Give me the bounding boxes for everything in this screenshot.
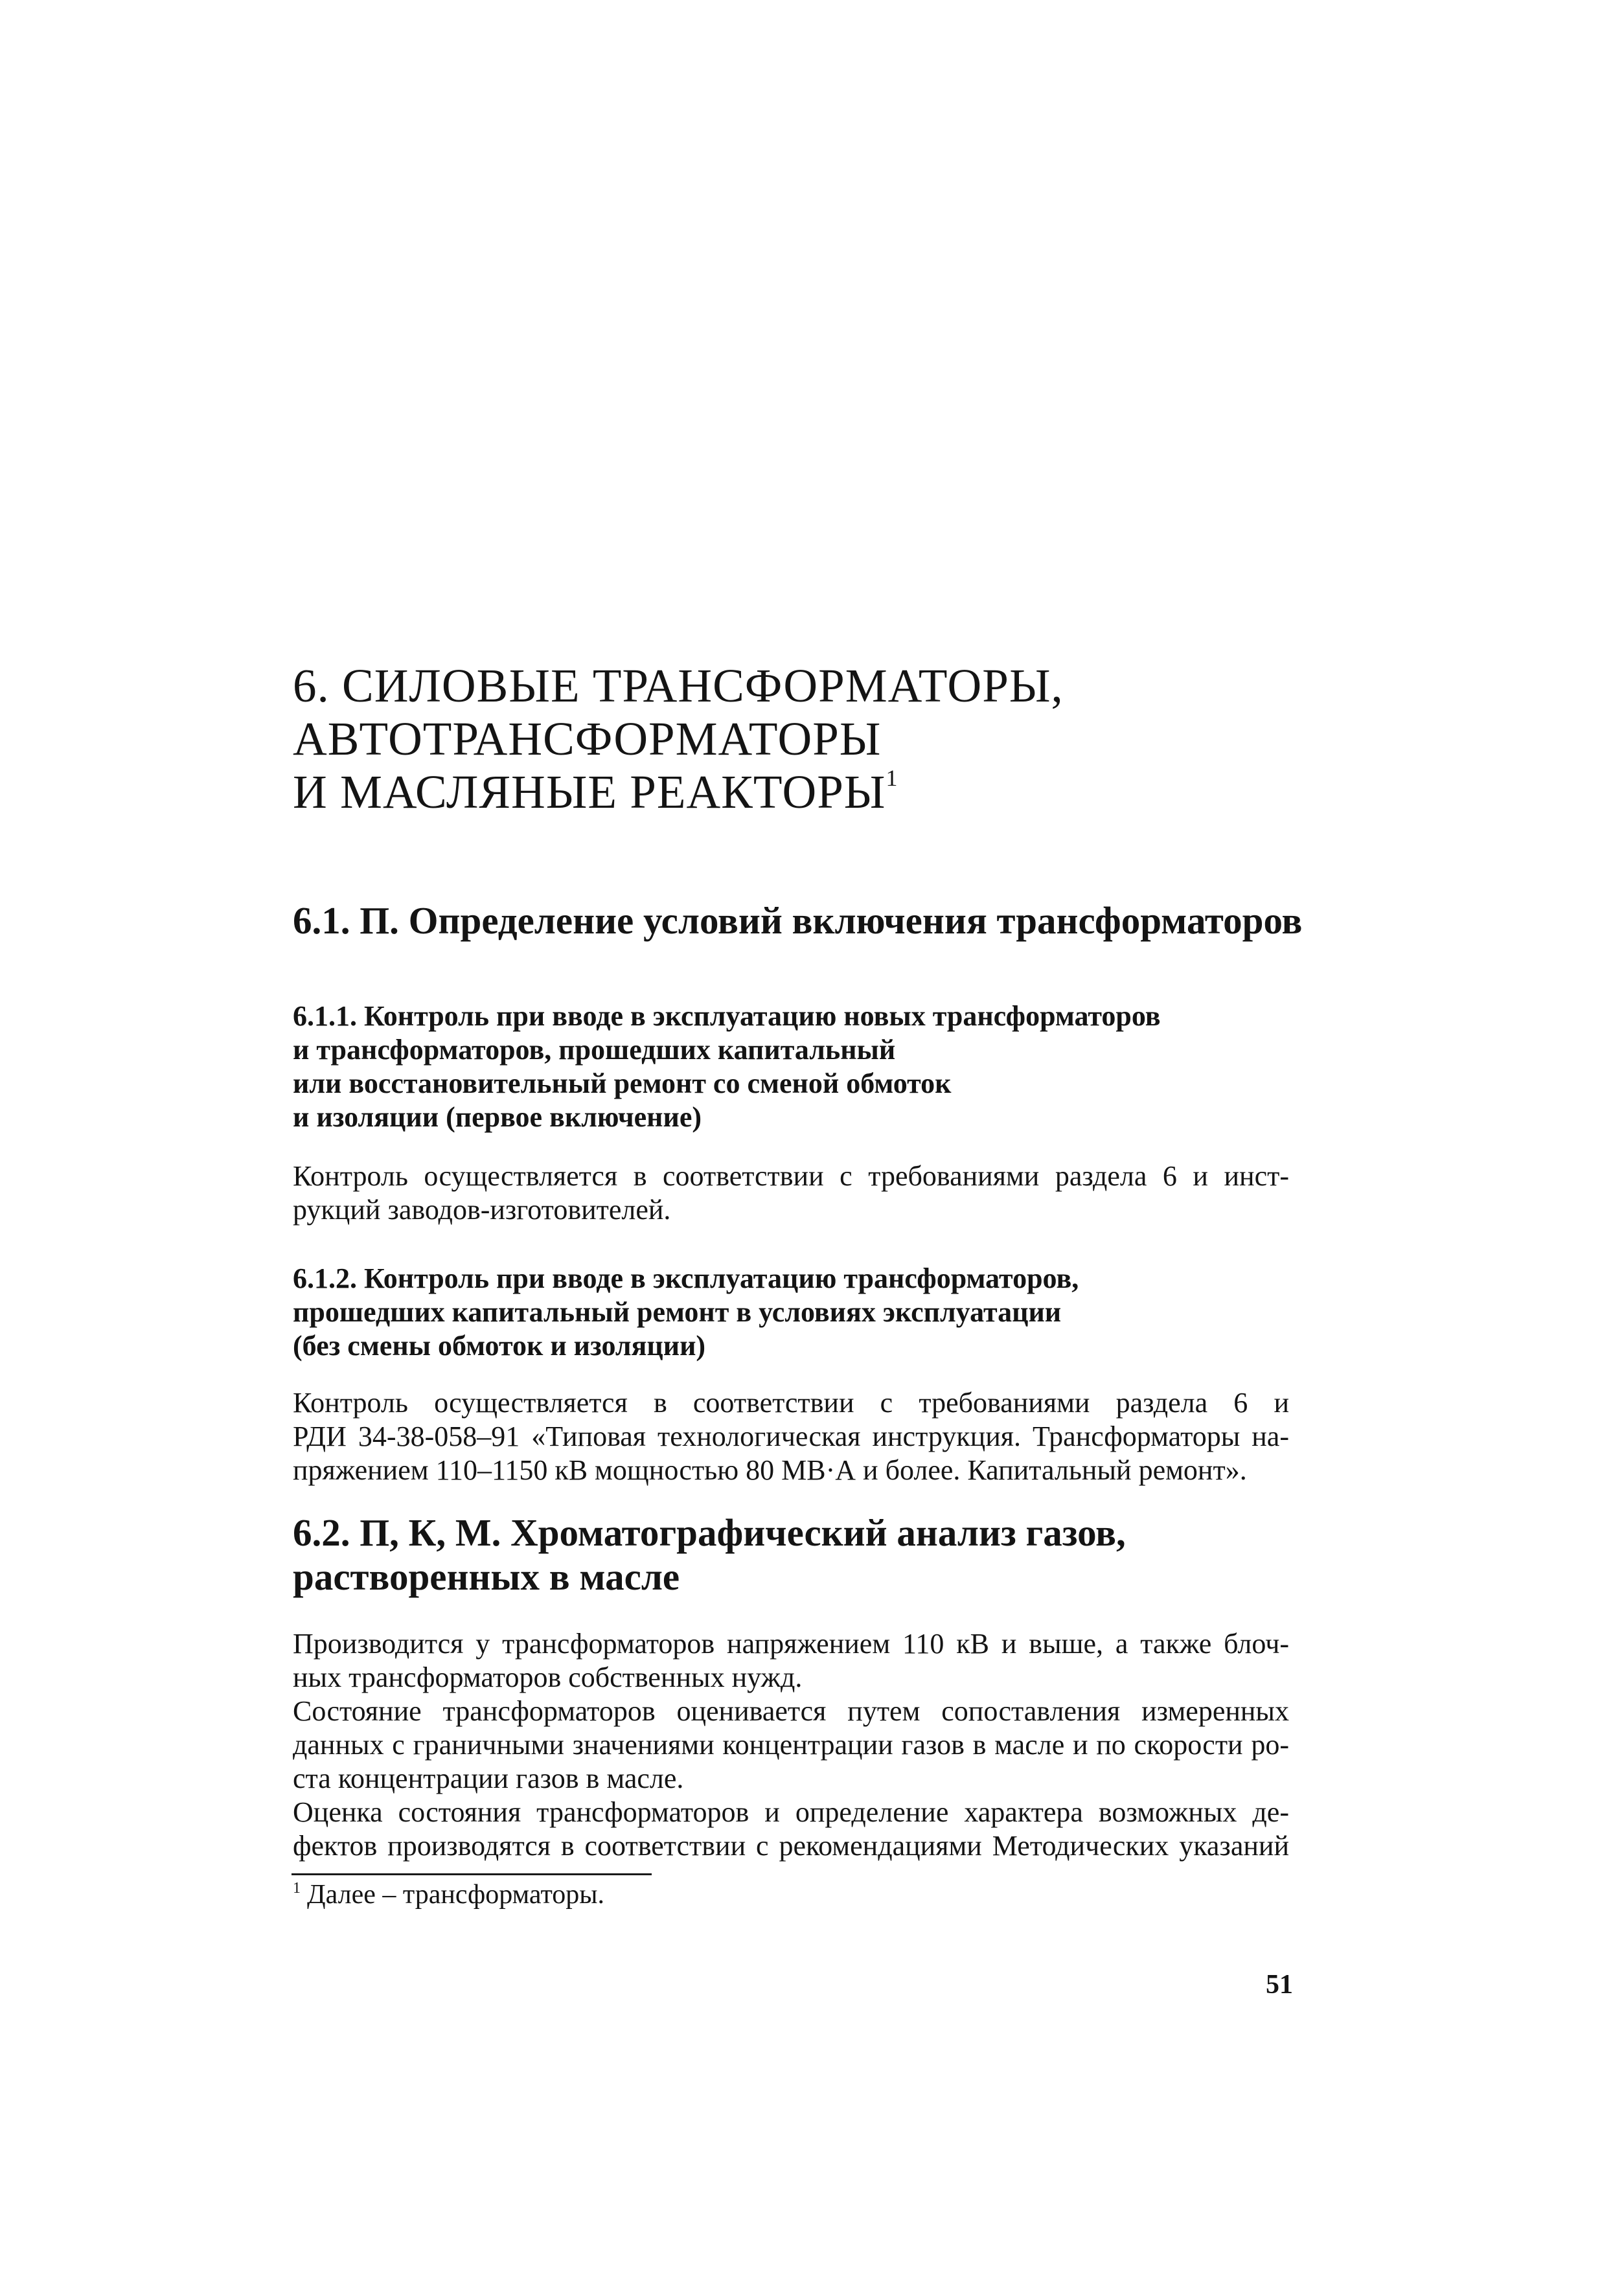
subsection-6-1-1-heading-line: и изоляции (первое включение) (293, 1101, 702, 1133)
subsection-6-1-2-heading-line: прошедших капитальный ремонт в условиях эксплуатации (293, 1296, 1062, 1328)
subsection-6-1-1-heading-line: 6.1.1. Контроль при вводе в эксплуатацию новых трансформаторов (293, 1000, 1161, 1032)
paragraph-line: РДИ 34-38-058–91 «Типовая технологическая инструкция. Трансформаторы на- (293, 1421, 1289, 1452)
page-number: 51 (1266, 1970, 1293, 2000)
subsection-6-1-1-paragraph (293, 1159, 1289, 1227)
paragraph-line: ных трансформаторов собственных нужд. (293, 1662, 803, 1693)
subsection-6-1-1-heading-line: или восстановительный ремонт со сменой обмоток (293, 1068, 952, 1099)
subsection-6-1-2-heading-line: (без смены обмоток и изоляции) (293, 1330, 706, 1362)
section-6-2-heading-line: 6.2. П, К, М. Хроматографический анализ газов, (293, 1511, 1126, 1554)
footnote-text: Далее – трансформаторы. (307, 1880, 604, 1910)
paragraph-line: Оценка состояния трансформаторов и определение характера возможных де- (293, 1796, 1289, 1828)
chapter-title-line-1: 6. СИЛОВЫЕ ТРАНСФОРМАТОРЫ, (293, 659, 1064, 712)
subsection-6-1-2-paragraph (293, 1386, 1289, 1487)
chapter-title-line-2: АВТОТРАНСФОРМАТОРЫ (293, 713, 882, 765)
paragraph-line: рукций заводов-изготовителей. (293, 1194, 671, 1226)
chapter-title (293, 659, 1329, 819)
paragraph-line: пряжением 110–1150 кВ мощностью 80 МВ·А и более. Капитальный ремонт». (293, 1454, 1247, 1486)
footnote-divider (292, 1873, 652, 1875)
subsection-6-1-1-heading-line: и трансформаторов, прошедших капитальный (293, 1034, 896, 1066)
paragraph-line: Состояние трансформаторов оценивается путем сопоставления измеренных (293, 1695, 1289, 1727)
chapter-footnote-marker[interactable]: 1 (886, 765, 898, 791)
section-6-2-paragraph (293, 1695, 1289, 1796)
paragraph-line: Контроль осуществляется в соответствии с требованиями раздела 6 и (293, 1387, 1289, 1419)
paragraph-line: Контроль осуществляется в соответствии с требованиями раздела 6 и инст- (293, 1160, 1289, 1192)
subsection-6-1-2-heading-line: 6.1.2. Контроль при вводе в эксплуатацию трансформаторов, (293, 1262, 1079, 1294)
paragraph-line: фектов производятся в соответствии с рекомендациями Методических указаний (293, 1830, 1289, 1862)
section-6-2-paragraph (293, 1796, 1289, 1863)
section-6-2-paragraph (293, 1627, 1289, 1695)
section-6-2-heading (293, 1511, 1126, 1599)
subsection-6-1-1-heading (293, 999, 1329, 1134)
subsection-6-1-2-heading (293, 1262, 1329, 1363)
paragraph-line: Производится у трансформаторов напряжением 110 кВ и выше, а также блоч- (293, 1628, 1289, 1660)
paragraph-line: ста концентрации газов в масле. (293, 1763, 684, 1794)
paragraph-line: данных с граничными значениями концентрации газов в масле и по скорости ро- (293, 1729, 1289, 1761)
chapter-title-line-3: И МАСЛЯНЫЕ РЕАКТОРЫ (293, 766, 886, 818)
footnote-marker: 1 (293, 1880, 301, 1897)
section-6-1-heading: 6.1. П. Определение условий включения трансформаторов (293, 899, 1303, 942)
footnote (293, 1879, 604, 1911)
section-6-2-heading-line: растворенных в масле (293, 1555, 680, 1598)
